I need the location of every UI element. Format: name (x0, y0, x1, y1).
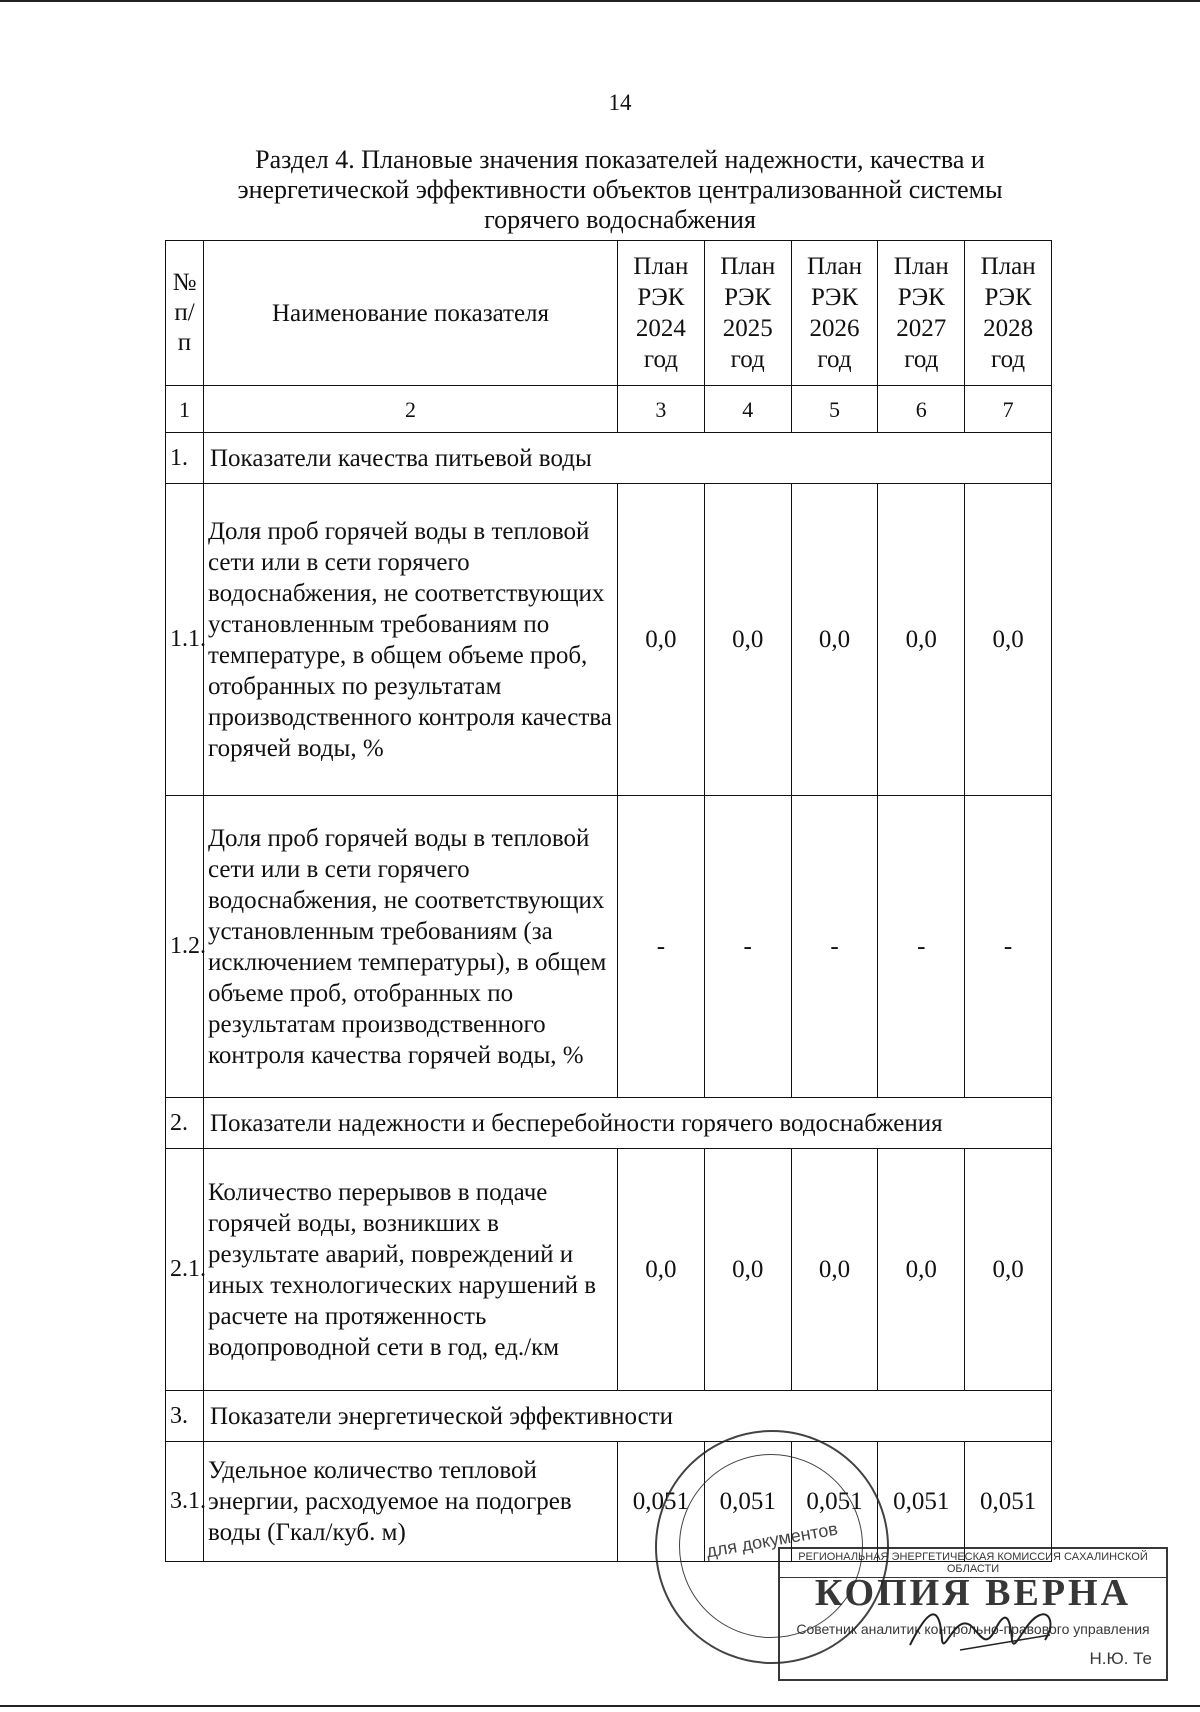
table-row (166, 1442, 1052, 1562)
value-2027: - (878, 796, 965, 1098)
row-number: 2. (166, 1098, 204, 1149)
column-number: 6 (878, 386, 965, 433)
column-number: 1 (166, 386, 204, 433)
copy-stamp-label: КОПИЯ ВЕРНА (814, 1572, 1132, 1614)
value-2025: 0,0 (704, 484, 791, 796)
header-year-2024: План РЭК 2024 год (618, 241, 705, 386)
column-number: 5 (791, 386, 878, 433)
row-number: 1. (166, 433, 204, 484)
section-row (166, 1391, 1052, 1442)
value-2025: 0,051 (704, 1442, 791, 1562)
section-name: Показатели энергетической эффективности (204, 1391, 1052, 1442)
column-number: 2 (204, 386, 618, 433)
copy-stamp-role: Советник аналитик контрольно-правового управления (796, 1621, 1150, 1637)
column-number: 7 (965, 386, 1052, 433)
round-seal-center-text: для документов (704, 1518, 840, 1562)
section-title-line-2: энергетической эффективности объектов централизованной системы (237, 175, 1003, 204)
copy-stamp-person: Н.Ю. Те (1089, 1649, 1152, 1668)
value-2026: 0,0 (791, 484, 878, 796)
value-2028: - (965, 796, 1052, 1098)
section-name: Показатели надежности и бесперебойности горячего водоснабжения (204, 1098, 1052, 1149)
row-number: 1.1. (166, 484, 204, 796)
value-2024: - (618, 796, 705, 1098)
value-2028: 0,0 (965, 484, 1052, 796)
table-row (166, 1149, 1052, 1391)
copy-stamp-organization: РЕГИОНАЛЬНАЯ ЭНЕРГЕТИЧЕСКАЯ КОМИССИЯ САХАЛИНСКОЙ ОБЛАСТИ (780, 1551, 1166, 1578)
header-year-2026: План РЭК 2026 год (791, 241, 878, 386)
row-number: 1.2. (166, 796, 204, 1098)
row-number: 3.1. (166, 1442, 204, 1562)
indicator-name: Количество перерывов в подаче горячей воды, возникших в результате аварий, повреждений и иных технологических нарушений в расчете на протяженность водопроводной сети в год, ед./км (204, 1149, 618, 1391)
row-number: 2.1. (166, 1149, 204, 1391)
value-2024: 0,0 (618, 1149, 705, 1391)
indicator-name: Доля проб горячей воды в тепловой сети или в сети горячего водоснабжения, не соответствующих установленным требованиям (за исключением температуры), в общем объеме проб, отобранных по результатам производственного контроля качества горячей воды, % (204, 796, 618, 1098)
value-2028: 0,051 (965, 1442, 1052, 1562)
value-2026: - (791, 796, 878, 1098)
value-2024: 0,051 (618, 1442, 705, 1562)
header-year-2025: План РЭК 2025 год (704, 241, 791, 386)
section-title-line-1: Раздел 4. Плановые значения показателей надежности, качества и (255, 145, 985, 174)
value-2024: 0,0 (618, 484, 705, 796)
table-row (166, 484, 1052, 796)
column-number: 4 (704, 386, 791, 433)
row-number: 3. (166, 1391, 204, 1442)
indicator-name: Удельное количество тепловой энергии, расходуемое на подогрев воды (Гкал/куб. м) (204, 1442, 618, 1562)
value-2026: 0,0 (791, 1149, 878, 1391)
header-year-2027: План РЭК 2027 год (878, 241, 965, 386)
table-header-row (166, 241, 1052, 386)
section-title (160, 145, 1080, 235)
column-number-row (166, 386, 1052, 433)
bottom-border-line (0, 1705, 1200, 1707)
page-number: 14 (608, 90, 632, 115)
value-2027: 0,0 (878, 484, 965, 796)
section-row (166, 433, 1052, 484)
section-row (166, 1098, 1052, 1149)
header-year-2028: План РЭК 2028 год (965, 241, 1052, 386)
table-row (166, 796, 1052, 1098)
header-number: № п/п (166, 241, 204, 386)
value-2027: 0,0 (878, 1149, 965, 1391)
handwritten-signature (900, 1595, 1060, 1665)
indicator-name: Доля проб горячей воды в тепловой сети или в сети горячего водоснабжения, не соответствующих установленным требованиям по температуре, в общем объеме проб, отобранных по результатам производственного контроля качества горячей воды, % (204, 484, 618, 796)
header-indicator-name: Наименование показателя (204, 241, 618, 386)
column-number: 3 (618, 386, 705, 433)
section-name: Показатели качества питьевой воды (204, 433, 1052, 484)
top-border-line (0, 0, 1200, 2)
value-2028: 0,0 (965, 1149, 1052, 1391)
indicators-table (165, 240, 1052, 1562)
section-title-line-3: горячего водоснабжения (484, 205, 756, 234)
value-2025: - (704, 796, 791, 1098)
value-2027: 0,051 (878, 1442, 965, 1562)
value-2026: 0,051 (791, 1442, 878, 1562)
value-2025: 0,0 (704, 1149, 791, 1391)
